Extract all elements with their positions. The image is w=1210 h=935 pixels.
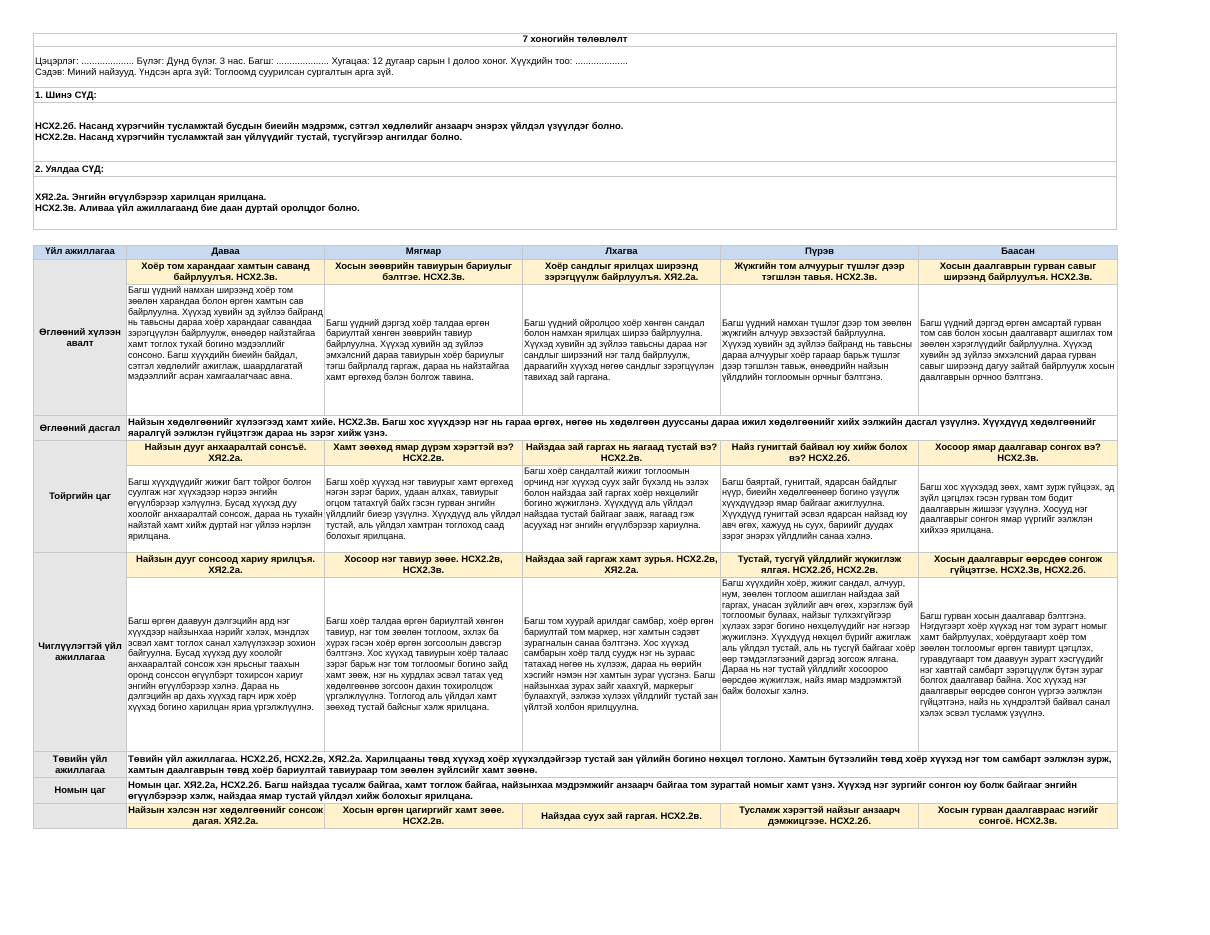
morning-exercise-row — [34, 416, 1118, 441]
focused-activity-body-row — [34, 578, 1118, 752]
book-time-label: Номын цаг — [34, 778, 127, 804]
focused-activity-body-thu — [721, 578, 919, 752]
document-title: 7 хоногийн төлөвлөлт — [34, 34, 1117, 47]
central-activity-row — [34, 752, 1118, 778]
section-1-goals — [34, 103, 1117, 162]
header-activity: Үйл ажиллагаа — [34, 246, 127, 260]
section-2-label: 2. Уялдаа СҮД: — [34, 162, 1117, 177]
circle-time-body-row — [34, 466, 1118, 553]
header-wednesday: Лхагва — [523, 246, 721, 260]
morning-circle-title-wed: Хоёр сандлыг ярилцах ширээнд зэрэгцүүлж байрлуулъя. ХЯ2.2а. — [523, 260, 721, 285]
circle-time-title-wed: Найздаа зай гаргах нь яагаад тустай вэ? НСХ2.2в. — [523, 441, 721, 466]
morning-circle-body-wed: Багш үүдний ойролцоо хоёр хөнгөн сандал болон намхан ярилцах ширээ байрлуулна. Хүүхэд хувийн эд зүйлээ тавьсны дараа нэг сандлыг ширээний нэг талд байрлуулж, дараагийн хүүхэд нөгөө сандлыг зэрэгцүүлэн тавихад зай гаргана. — [523, 285, 721, 416]
header-friday: Баасан — [919, 246, 1118, 260]
morning-circle-title-thu: Жүжгийн том алчуурыг түшлэг дээр тэгшлэн тавья. НСХ2.3в. — [721, 260, 919, 285]
morning-circle-title-row — [34, 260, 1118, 285]
morning-circle-body-mon — [127, 285, 325, 416]
focused-activity-title-thu: Тустай, тусгүй үйлдлийг жүжиглэж ялгая. НСХ2.2б, НСХ2.2в. — [721, 553, 919, 578]
central-activity-text: Төвийн үйл ажиллагаа. НСХ2.2б, НСХ2.2в, ХЯ2.2а. Харилцааны төвд хүүхэд хоёр хүүхэлдэйгээр тустай зан үйлийн богино нөхцөл тоглоно. Хамтын бүтээлийн төвд хоёр хүүхэд нэг том самбарт ээлжлэн зурж, хамтын даалгаврын төвд хоёр бариултай тавиураар том зөөлөн зүйлсийг хамт зөөнө. — [127, 752, 1118, 778]
section-1-goal-2: НСХ2.2в. Насанд хүрэгчийн тусламжтай зан үйлүүдийг тустай, тусгүйгээр ангилдаг болно. — [35, 132, 463, 143]
morning-circle-title-tue: Хосын зөөврийн тавиурын бариулыг бэлтгэе. НСХ2.3в. — [325, 260, 523, 285]
book-time-row — [34, 778, 1118, 804]
central-activity-label: Төвийн үйл ажиллагаа — [34, 752, 127, 778]
focused-activity-title-wed: Найздаа зай гаргаж хамт зурья. НСХ2.2в, ХЯ2.2а. — [523, 553, 721, 578]
focused-activity-body-fri: Багш гурван хосын даалгавар бэлтгэнэ. Нэгдүгээрт хоёр хүүхэд нэг том зурагт номыг хамт байрлуулах, хоёрдугаарт хоёр том зөөлөн тоглоомыг өргөн тавиурт цэгцлэх, гуравдугаарт том даавуун зурагт хэсгүүдийг нэг хавтгай самбарт зэрэгцүүлж бүтэн зураг болгох даалгавар байна. Хос хүүхэд нэг даалгаврыг өөрсдөө сонгон үүргээ ээлжлэн гүйцэтгэнэ, найз нь хүндрэлтэй байвал санал хэлэх эсвэл тусламж үзүүлнэ. — [919, 578, 1118, 752]
focused-activity-text-thu: Багш хүүхдийн хоёр, жижиг сандал, алчуур, нум, зөөлөн тоглоом ашиглан найздаа зай гаргах, унасан зүйлийг авч өгөх, хэрэглэж буй тоглоомыг булаах, найзыг түлхэхгүйгээр хүлээх зэрэг богино нөхцөлүүдийг нэг нэгээр жүжиглэнэ. Хүүхдүүд нөхцөл бүрийг ажиглаж аль үйлдэл тустай, аль нь тусгүй байгааг хоёр өөр тэмдэглэгээний дэргэд зогсож ялгана. Дараа нь нэг тустай үйлдлийг хосоороо өөрсдөө жүжиглэж, найз ямар мэдрэмжтэй байж болохыг хэлнэ. — [722, 578, 916, 696]
focused-activity-title-mon: Найзын дууг сонсоод хариу ярилцъя. ХЯ2.2а. — [127, 553, 325, 578]
last-row — [34, 804, 1118, 829]
header-table — [33, 33, 1117, 230]
morning-circle-body-thu: Багш үүдний намхан түшлэг дээр том зөөлөн жүжгийн алчуур эвхээстэй байрлуулна. Хүүхэд хувийн эд зүйлээ байранд нь тавьсны дараа алчуурыг хоёр гараар барьж түшлэг дээр тэгшлэн тавьж, өнөөдрийн найзын үйлдлийн тоглоомын орчныг бэлтгэнэ. — [721, 285, 919, 416]
morning-circle-text-mon: Багш үүдний намхан ширээнд хоёр том зөөлөн харандаа болон өргөн хамтын сав байрлуулна. Хүүхэд хувийн эд зүйлээ байранд нь тавьсны дараа хоёр харандааг савандаа зэрэгцүүлэн байрлуулж, өнөөдөр найзтайгаа хамт тоглох тухай богино мэдээллийг сонсоно. Багш хүүхдийн биеийн байдал, сэтгэл хөдлөлийг ажиглаж, шаардлагатай мэдээллийг асран хамгаалагчаас авна. — [128, 285, 323, 382]
focused-activity-body-tue: Багш хоёр талдаа өргөн бариултай хөнгөн тавиур, нэг том зөөлөн тоглоом, эхлэх ба хүрэх гэсэн хоёр өргөн зогсоолын дэвсгэр бэлтгэнэ. Хос хүүхэд тавиурын хоёр талаас зэрэг барьж нэг том тоглоомыг богино зайд хамт зөөж, нэг нь хурдлах эсвэл татах үед хөдөлгөөнөө зогсоон дахин тохиролцож үргэлжлүүлнэ. Тоглогод аль үйлдэл хамт зөөхөд тустай байсныг хэлж ярилцана. — [325, 578, 523, 752]
last-row-title-mon: Найзын хэлсэн нэг хөдөлгөөнийг сонсож дагая. ХЯ2.2а. — [128, 805, 323, 827]
circle-time-body-wed — [523, 466, 721, 553]
schedule-table — [33, 245, 1118, 829]
header-monday: Даваа — [127, 246, 325, 260]
morning-circle-label: Өглөөний хүлээн авалт — [34, 260, 127, 416]
meta-line-2: Сэдэв: Миний найзууд. Үндсэн арга зүй: Тоглоомд суурилсан сургалтын арга зүй. — [35, 67, 394, 78]
circle-time-title-fri: Хосоор ямар даалгавар сонгох вэ? НСХ2.3в. — [919, 441, 1118, 466]
morning-circle-title-mon: Хоёр том харандааг хамтын саванд байрлуулъя. НСХ2.3в. — [127, 260, 325, 285]
morning-circle-body-tue: Багш үүдний дэргэд хоёр талдаа өргөн бариултай хөнгөн зөөврийн тавиур байрлуулна. Хүүхэд хувийн эд зүйлээ эмхэлсний дараа тавиурын хоёр бариулыг тэгш байрлалд гаргаж, дараа нь найзтайгаа хамт өргөхөд бэлэн болгож тавина. — [325, 285, 523, 416]
last-row-title-wed: Найздаа суух зай гаргая. НСХ2.2в. — [523, 804, 721, 829]
circle-time-title-row — [34, 441, 1118, 466]
focused-activity-title-tue: Хосоор нэг тавиур зөөе. НСХ2.2в, НСХ2.3в. — [325, 553, 523, 578]
circle-time-text-wed: Багш хоёр сандалтай жижиг тоглоомын орчинд нэг хүүхэд суух зайг бүхэлд нь эзлэх болон найздаа зай гаргах хоёр нөхцөлийг богино жүжиглэнэ. Хүүхдүүд аль үйлдэл найздаа тустай байгааг зааж, яагаад гэж асуухад нэг энгийн өгүүлбэрээр хариулна. — [524, 466, 709, 530]
section-2-goal-2: НСХ2.3в. Аливаа үйл ажиллагаанд бие даан дуртай оролцдог болно. — [35, 203, 360, 214]
section-1-goal-1: НСХ2.2б. Насанд хүрэгчийн тусламжтай бусдын биеийн мэдрэмж, сэтгэл хөдлөлийг анзаарч энэрэх үйлдэл үзүүлдэг болно. — [35, 121, 624, 132]
meta-line-1: Цэцэрлэг: .................... Бүлэг: Дунд бүлэг. 3 нас. Багш: .................... Хугацаа: 12 дугаар сарын I долоо хоног. Хүүхдийн тоо: .................... — [35, 56, 628, 67]
planning-document — [33, 33, 1117, 829]
focused-activity-label: Чиглүүлэгтэй үйл ажиллагаа — [34, 553, 127, 752]
header-thursday: Пүрэв — [721, 246, 919, 260]
section-1-label: 1. Шинэ СҮД: — [34, 88, 1117, 103]
circle-time-body-tue: Багш хоёр хүүхэд нэг тавиурыг хамт өргөхөд нэгэн зэрэг барих, удаан алхах, тавиурыг огцом татахгүй байх гэсэн гурван энгийн үйлдлийг биеэр үзүүлнэ. Хүүхдүүд аль үйлдэл тустай, аль үйлдэл хамтран тоглоход саад болохыг ярилцана. — [325, 466, 523, 553]
last-row-title-thu: Тусламж хэрэгтэй найзыг анзаарч дэмжицгээе. НСХ2.2б. — [721, 804, 919, 829]
circle-time-body-fri: Багш хос хүүхэдэд зөөх, хамт зурж гүйцээх, эд зүйл цэгцлэх гэсэн гурван том бодит даалгаврын жишээг үзүүлнэ. Хосууд нэг даалгаврыг сонгон ямар үүргийг ээлжлэн хийхээ ярилцана. — [919, 466, 1118, 553]
schedule-header-row — [34, 246, 1118, 260]
circle-time-title-thu: Найз гунигтай байвал юу хийж болох вэ? НСХ2.2б. — [721, 441, 919, 466]
morning-exercise-label: Өглөөний дасгал — [34, 416, 127, 441]
focused-activity-body-mon: Багш өргөн даавуун дэлгэцийн ард нэг хүүхдээр найзынхаа нэрийг хэлэх, мэндлэх эсвэл хамт тоглох санал хэлүүлэхээр зохион байгуулна. Бусад хүүхэд дуу хоолойг анхааралтай сонсож хэн ярьсныг таахын оронд сонссон өгүүлбэрт тохирсон хариуг энгийн өгүүлбэрээр хэлнэ. Дараа нь дэлгэцийн ар дахь хүүхэд гарч ирж хоёр хүүхэд богино харилцан яриа үргэлжлүүлнэ. — [127, 578, 325, 752]
focused-activity-title-fri: Хосын даалгаврыг өөрсдөө сонгож гүйцэтгэе. НСХ2.3в, НСХ2.2б. — [919, 553, 1118, 578]
morning-circle-body-fri: Багш үүдний дэргэд өргөн амсартай гурван том сав болон хосын даалгаварт ашиглах том зөөлөн хэрэглүүдийг байрлуулна. Хүүхэд хувийн эд зүйлээ эмхэлсний дараа гурван савыг ширээнд дагуу зайтай байрлуулж хосын даалгаврын орчноо бэлтгэнэ. — [919, 285, 1118, 416]
last-row-title-fri: Хосын гурван даалгавраас нэгийг сонгоё. НСХ2.3в. — [919, 804, 1118, 829]
section-2-goals — [34, 177, 1117, 230]
morning-circle-body-row — [34, 285, 1118, 416]
book-time-text: Номын цаг. ХЯ2.2а, НСХ2.2б. Багш найздаа тусалж байгаа, хамт тоглож байгаа, найзынхаа мэдрэмжийг анзаарч байгаа том зурагтай номыг хамт үзнэ. Хүүхэд нэг зургийг сонгон юу болж байгааг энгийн өгүүлбэрээр хэлж, найздаа ямар тустай үйлдэл хийж болохыг ярилцана. — [127, 778, 1118, 804]
morning-exercise-text: Найзын хөдөлгөөнийг хүлээгээд хамт хийе. НСХ2.3в. Багш хос хүүхдээр нэг нь гараа өргөх, нөгөө нь хөдөлгөөн дууссаны дараа ижил хөдөлгөөнийг хийх ээлжийн дасгал үзүүлнэ. Хүүхдүүд хөдөлгөөнийг яаралгүй ээлжлэн гүйцэтгэж дараа нь зэрэг хийж үзнэ. — [127, 416, 1118, 441]
section-2-goal-1: ХЯ2.2а. Энгийн өгүүлбэрээр харилцан ярилцана. — [35, 192, 267, 203]
focused-activity-body-wed: Багш том хуурай арилдаг самбар, хоёр өргөн бариултай том маркер, нэг хамтын сэдэвт зурагналын санаа бэлтгэнэ. Хос хүүхэд самбарын хоёр талд суудж нэг нь зураас татахад нөгөө нь хүлээж, дараа нь өөрийн хэсгийг нэмэн нэг хамтын зураг үүсгэнэ. Багш найзынхаа зурах зайг хаахгүй, маркерыг булаахгүй, ээлжээ хүлээх үйлдлийг тустай зан үйлтэй холбон ярилцуулна. — [523, 578, 721, 752]
morning-circle-title-fri: Хосын даалгаврын гурван савыг ширээнд байрлуулъя. НСХ2.3в. — [919, 260, 1118, 285]
circle-time-body-thu: Багш баяртай, гунигтай, ядарсан байдлыг нүүр, биеийн хөдөлгөөнөөр богино үзүүлж хүүхдүүдээр ямар байгааг ажиглуулна. Хүүхдүүд гунигтай эсвэл ядарсан найзад юу авч өгөх, хажууд нь суух, бариийг дуудах зэрэг энэрэх үйлдлийн санаа хэлнэ. — [721, 466, 919, 553]
circle-time-label: Тойргийн цаг — [34, 441, 127, 553]
circle-time-title-tue: Хамт зөөхөд ямар дүрэм хэрэгтэй вэ? НСХ2.2в. — [325, 441, 523, 466]
header-tuesday: Мягмар — [325, 246, 523, 260]
last-row-label — [34, 804, 127, 829]
meta-info — [34, 47, 1117, 88]
circle-time-body-mon: Багш хүүхдүүдийг жижиг багт тойрог болгон суулгаж нэг хүүхэдээр нэрээ энгийн өгүүлбэрээр хэлүүлнэ. Бусад хүүхэд дуу хоолойг анхааралтай сонсож, дараа нь тухайн найзтай хамт хийж дуртай нэг үйлээ нэрлэн ярилцана. — [127, 466, 325, 553]
circle-time-title-mon: Найзын дууг анхааралтай сонсъё. ХЯ2.2а. — [127, 441, 325, 466]
last-row-title-tue: Хосын өргөн цагиргийг хамт зөөе. НСХ2.2в. — [325, 804, 523, 829]
focused-activity-title-row — [34, 553, 1118, 578]
